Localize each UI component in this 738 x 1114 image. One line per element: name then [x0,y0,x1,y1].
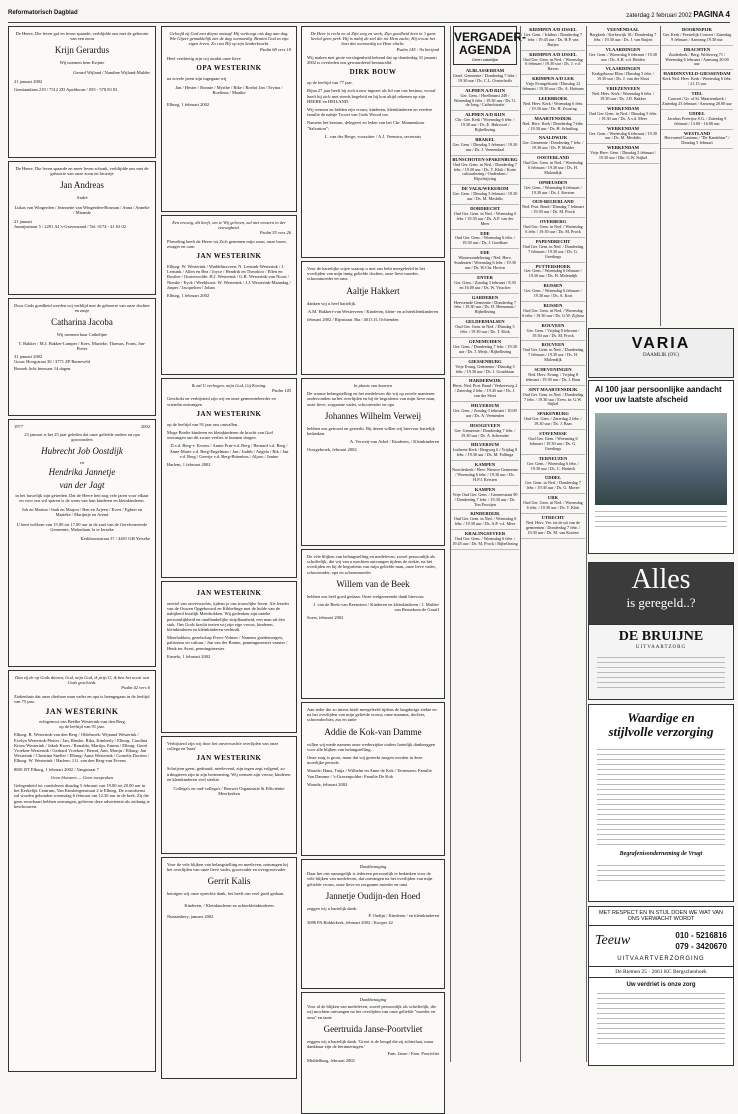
anniversary-announcement: 1977 2002 23 januari is het 25 jaar geleden dat onze geliefde ouders en opa grootouders Hubrecht Job Oostdijk en Hendrika Jannetje van der Jagt in het huwelijk zijn getreden. Dat de Heere hen nog vele jaren voor elkaar en voor ons wil sparen is de wens van hun kinderen en kleinkinderen. Joh en Marina / Inab en Marjon / Ben en Arjeen / Evert / Egbert en Marieke / Marijntje en Arend U bent welkom van 15.00 tot 17.00 uur in de zaal van de Gereformeerde Gemeente, Molenlaan 1a te Ierseke Kerkbooststraat 37 / 4401 GH Yerseke [8,419,156,667]
obituary-jan-westerink-family: Een eeuwig, dit heeft, om te Wij geloven, zal met eeuwen in der eeuwigheid. Psalm 55 vers 26 Plotseling heeft de Heere tot Zich genomen mijn zoon, onze broer, zwager en oom JAN WESTERINK Elburg: W. Westerink / Wadddinxveen: N. Lensink-Westerink / J. Lensink / Allen en Bea / Joyce / Hendrik en Theodoor / Ellen en Rosilee / Oosterwolde: H.J. Westerink / G.B. Westerink-van Noort / Nienke / Eyck / Weekhorst: W. Westerink / J.J. Westerink-Maandag / Jasper / Jacquelien / Johan Elburg, 1 februari 2002 [161,215,297,375]
agenda-entry-details: Oud Ger. Gem. / Woensdag 6 febr. / 19.30 uur / Ds. J. Goedhart [454,235,516,246]
obituary-dirk-bouw: De Heer is recht en al Zijn weg en werk, Zijn goedheid kent in 't gans heelal geen perk. Hij is nabij de ziel die tot Hem zucht; Hij troost het hart dat ootmoedig tot Hem vlucht. Psalm 145 : 9a berijmd Wij maken met grote verslagenheid bekend dat op donderdag 31 januari 2002 is overleden ons gewaardeerd bestuurslid DIRK BOUW op de leeftijd van 77 jaar. Bijna 27 jaar heeft hij zich trouw ingezet als lid van ons bestuur, vooral heeft hij zich met steeds begeleid en hij kon altijd rekenen op zijn HEERE en HEILAND. Wij wensen en bidden zijn vrouw, kinderen, kleinkinderen en verdere familie de nabije Troost van Gods Woord toe. Namens het bestuur, delegeert en leden van het Chr. Mannenkoor "Salvation": L. van der Berge, voorzitter / A.J. Veenstra, secretaris [301,26,445,258]
agenda-entry-details: Oud Ger. Gem. in Ned. / Woensdag 6 februari / 19.30 uur / Ds. J. v.d. Haven [523,56,583,72]
agenda-entry-details: Ger. Gem. / Woensdag 6 februari / 19.30 uur / Ds. M. Mesbilis [589,130,657,141]
agenda-entry-place: KINDERDIJK [470,511,500,517]
agenda-entry-details: Oud Ger. Gem. in Ned. / Donderdag 7 februari / 19.30 uur / Ds. H. Molendijk [522,347,584,363]
agenda-entry-details: Oud Ger. Gem. in Ned. / Donderdag 7 febr. / 19.30 uur / Ds. T. Klok / Korte cultuurlezing / Ouderdom / Rijschrijving [453,161,517,182]
agenda-entry-details: Oud Ger. Gem. in Ned. / Woensdag 6 febr. / 19.30 uur / Ds. A.P. v.d. Meer [453,516,517,527]
agenda-entry [521,238,585,263]
agenda-entry [451,205,519,230]
agenda-entry-place: DRACHTEN [683,46,711,52]
agenda-entry-details: Vrije Herv. Gem. / Dinsdag 5 februari / 19.30 uur / Dhr. G.W. Stijkel [590,150,656,161]
agenda-entry-place: SCHEVENINGEN [534,367,572,373]
agenda-entry-place: KRIMPEN A/D LEK [532,76,574,82]
agenda-entry-place: PAPENDRECHT [535,238,571,244]
agenda-entry-details: Vrije Evangelisatie / Dinsdag 12 februari / 19.30 uur / Ds. A. Hofman [522,81,584,92]
agenda-entry-details: Vrije Evang. Gemeente / Dinsdag 5 febr. / 19.30 uur / Ds. J. Goudriaan [455,363,515,374]
agenda-entry-place: HILVERSUM [471,442,499,448]
agenda-entry-details: Oud Ger. Gem. in Ned. / Dinsdag 5 febr. / 19.30 uur / Ds. A.v.d. Meer [589,110,657,121]
agenda-entry-details: Ger. Gem. / Dinsdag 5 februari / 19.30 uur / Ds. M. Mesbilis [452,191,518,202]
agenda-entry-details: Kerkgebouw Elim / Dinsdag 5 febr. / 19.30 uur / Ds. J. van der Sloot [592,71,654,82]
obituary-opa-westerink: Geloofd zij God met diepst ontzag! Hij verhoogt ons dag aan dag. Wie Gijzer gemakkelijk ziet de dag ootmoedig. Bemint God zo zijn eigen leven. Zo rust Hij op zijn kinderkracht. Psalm 68 vers 10 Heel verdrietig zijn wij omdat onze lieve OPA WESTERINK na zovele jaren zijn ingegaan wij Jan / Hester / Ronnie / Myrthe / Rike / Roelof Jan / Ervina / Roeliena / Maaike Elburg, 1 februari 2002 [161,26,297,212]
agenda-entry-place: MAARTENSDIJK [534,115,572,121]
agenda-entry-details: Oud Ger. Gem. in Ned. / Woensdag 6 febr. / 19.30 uur / Ds. M. Prock [523,224,583,234]
agenda-entry-place: GIESSENBURG [468,358,502,364]
agenda-entry-place: HOOGEVEEN [469,422,501,428]
agenda-entry [521,282,585,302]
agenda-entry-place: GARDEREN [471,294,499,300]
agenda-entry-place: OPHEUSDEN [538,179,568,185]
agenda-entry [451,87,519,112]
teeuw-phone-1: 010 - 5216816 [675,931,727,940]
agenda-entry-details: Ger. Gem. / Woensdag 6 februari / 19.30 uur / Ds. H. Molendijk [524,268,582,279]
agenda-entry-details: Oud Ger. Gem. in Ned. / Woensdag 6 februari / 19.30 uur / Ds. H. Molendijk [523,160,583,175]
agenda-entry-place: UDDEL [544,475,562,481]
agenda-entry [521,179,585,199]
agenda-entry [587,26,659,46]
agenda-entry [521,75,585,95]
agenda-entry [521,455,585,475]
agenda-entry [451,136,519,156]
agenda-entry-place: WERKENDAM [607,125,639,131]
agenda-entry [521,218,585,238]
agenda-entry-details: Oud Ger. Gem. / Zaterdag 2 febr. / 19.30 uur / Ds. J. Baas [524,416,582,427]
agenda-entry [451,111,519,136]
agenda-entry [661,90,733,110]
agenda-entry-details: Oud Ger. Gem. in Ned. / Woensdag 6 febr. / 19.30 uur / Ds. A.P. van der Meer [453,210,517,226]
agenda-entry-place: DE VALK/WEKEROM [461,186,509,192]
birth-announcement-jan-andreas: De Heere, Die leven spaarde en meer leven schonk, verblijdde ons met de geboorte van onze zoon en broertje Jan Andreas André Lukas van Wingerden / Jeannette van Wingerden-Bosman / Anna / Annelie / Mirande 21 januari Jasmijnstraat 5 / 2291 AJ 's-Gravenzand / Tel. 0174 - 41 63 02 [8,161,156,295]
agenda-entry-details: Geref. Gemeente / Donderdag 7 febr. / 19.30 uur / Ds. C.L. Oosterhoffs [452,72,518,83]
agenda-entry [587,85,659,105]
agenda-entry-place: NAALDWIJK [538,135,568,141]
agenda-entry [661,26,733,46]
page-date: zaterdag 2 februari 2002 PAGINA 4 [626,10,730,19]
thanks-geertruida-janse: Dankbetuiging Voor al de blijken van medeleven, zowel persoonlijk als schriftelijk, die wij mochten ontvangen na het overlijden van onze geliefde "moeder en oma" en tante Geertruida Janse-Poortvliet zeggen wij u hartelijk dank. 'Groot is de heugd die zij achterlaat, maar dankbaar zijn de herinneringen.' Fam. Janse / Fam. Poortvliet Middelburg, februari 2002 [301,992,445,1114]
landscape-photo [595,413,727,505]
agenda-entry [521,302,585,322]
agenda-entry [661,130,733,150]
agenda-entry-details: Bergkerk / Kerkewijk 18 / Donderdag 7 febr. / 19.30 uur / Ds. J. van Ruijen [589,31,657,42]
column-2 [161,26,297,1062]
agenda-entry-place: HARDINXVELD-GIESSENDAM [663,71,731,77]
agenda-entry [587,125,659,145]
agenda-entry-place: ALBLASSERDAM [465,68,505,73]
agenda-entry-place: HILVERSUM [471,403,499,409]
agenda-entry-details: Oud Ger. Gem. in Ned. / Woensdag 6 febr. / 19.30 uur / Ds. T. Klok [523,500,583,510]
agenda-entry-place: SPAKENBURG [537,411,569,417]
agenda-entry-place: KAMPEN [474,462,496,468]
thanks-addie-de-kok: Aan ieder die zo intens heeft meegeleefd tijdens de langdurige ziekte en na het overlijden van mijn geliefde vrouw, onze mamma, dochter, schoondochter, zus en tante Addie de Kok-van Damme willen wij mede namens onze wederzijdse ouders hartelijk dankzeggen voor alle blijken van belangstelling. Onze zorg is groot, maar dat wij gesterkt mogen worden in deze moeilijke periode. Waarde: Hans, Tanja / Wilhelm en Anne de Kok / Terneuzen: Familie Van Damme / 's-Gravenpolder: Familie De Kok Waarde, februari 2002 [301,702,445,856]
agenda-entry-details: Ger. Gem. / Ichthus / Donderdag 7 febr. / 19.45 uur / Ds. H.P. van Ruijen [524,31,582,47]
agenda-entry-place: DORDRECHT [470,205,500,211]
alles-geregeld-ad: Alles is geregeld..? [588,562,734,626]
agenda-entry-place: GENEMUIDEN [468,338,502,344]
agenda-entry-place: KAMPEN [474,486,496,492]
agenda-entry-place: KRIMPEN A/D IJSSEL [529,27,577,32]
agenda-entry-place: OOSTERLAND [536,155,570,161]
agenda-entry [451,510,519,530]
agenda-entry [521,430,585,455]
agenda-entry [451,156,519,186]
agenda-entry-details: Ger. Gem. / Woensdag 6 febr. / 19.30 uur / Ds. C. Harinck [527,460,579,471]
agenda-entry-details: Ger. Gemeente / Donderdag 7 febr. / 19.30 uur / Ds. A. Schreuder [454,427,516,438]
agenda-entry-details: Ger. Gem. / Zondag 3 februari / 10.00 uur / Ds. A. Vermeulen [453,407,517,418]
agenda-column-b [520,26,585,1062]
agenda-entry-details: Ger. Gem. / Hoefbrunst 249 / Woensdag 6 febr. / 19.30 uur / Ds. G. de Jong / Cathechisatie [453,92,517,108]
agenda-entry-place: ROUVEEN [541,322,565,328]
obituary-jan-westerink-club: JAN WESTERINK ontviel ons onverwachts, tijdens je ons trouwlijke leven. Als leerder van de Ouwen Opgebouwd en Kibbelinge met de hulde van de nabijheid kwalijk Meerhokken. Wij gedenken zijn unieke persoonlijkheid en onafhankelijke strijdbaarheid, een man uit één stuk. Ons Gods kracht tezien wij zijn eige vrouw, kinderen, kleinkinderen en kleinkinderen verbindt. Meerhokken, gezelschap Frevo-Volmer / Namens goedemorgen, palisterus en cultuur / Jan van der Ronne, penningmeester vaaster / Henk ter Avest, penningmeester Ermelo, 1 februari 2002 [161,581,297,733]
agenda-entry-details: Oud Ger. Gem. in Ned. / Donderdag 7 febr. / 19.30 uur / Eerw. hr. G.W. Stijkel [522,391,584,407]
agenda-entry-place: ROUVEEN [541,342,565,348]
teeuw-ad: MET RESPECT EN IN STIJL DOEN WE WAT VAN ONS VERWACHT WORDT Teeuw 010 - 5216816 079 - 3420670 UITVAARTVERZORGING De Riemen 25 · 2661 KC Bergschenhoek Uw verdriet is onze zorg [588,906,734,1066]
agenda-entry-place: GELDERMALSEN [465,319,505,325]
birth-announcement-catharina: Door Gods goedheid werden wij verblijd met de geboorte van onze dochter en zusje Catharina Jacoba Wij noemen haar Cathelijne T. Bakker / M.J. Bakker-Lamper / Kees, Marieke, Thomas, Frans, Jan-Pieter 31 januari 2002 Gouw Hoogstraat 30 / 3771 ZP Barneveld Bezoek licht bezwaar 14 dagen. [8,298,156,416]
thanks-willem-van-de-beek: De vele blijken van belangstelling en medeleven, zowel persoonlijk als schriftelijk, die wij van u mochten ontvangen tijdens de ziekte, na het overlijden en bij de begrafenis van mijn geliefde man, onze lieve vader, schoonvader, opa en schoonmoeder Willem van de Beek hebben ons heel goed gedaan. Onze welgemeende dank hiervoor. J. van de Beek-van Reenstern / Kinderen en kleinkinderen / J. Mulder van Beusekom de Graaff Soest, februari 2002 [301,549,445,699]
agenda-entry [521,366,585,386]
thanks-aaltje-hakkert: Voor de hartelijke wijze waarop u met ons hebt meegeleefd in het overlijden van mijn innig geliefde dochter, onze lieve moeder, schoonmoeder en oma Aaltje Hakkert danken wij u heel hartelijk. A.M. Hakkert-van Westerveen / Kinderen, klein- en achterkleinkinderen februari 2002 / Rijnstraat 36a / 4013 JL Ochtenden [301,261,445,375]
agenda-entry-details: Ger. Gem. / Zondag 3 februari / 8.30 en 16.00 uur / Ds. W. Visscher [454,279,516,290]
agenda-entry-place: VEENENDAAL [606,27,640,32]
agenda-entry-details: Ger. Gem. in Ned. / Donderdag 7 febr. / 19.30 uur / Ds. G. Moree [525,480,581,491]
agenda-entry-place: TIEL [691,91,703,97]
agenda-entry [587,144,659,164]
agenda-entry [521,386,585,411]
agenda-entry-place: OVERBERG [539,219,567,225]
agenda-entry-details: Hervormd Contrum / "De Kandelaar" / Dinsdag 5 februari [664,135,730,146]
agenda-entry [521,322,585,342]
agenda-entry-details: Oud Ger. Gem. in Ned. / Woensdag 6 febr. / 19.30 uur / Ds. G.W. Zijlstra [522,307,584,318]
agenda-entry-details: Hervormde Gemeente / Donderdag 7 febr. / 19.30 uur / Ds. D. Hermanus / Bijbellezing [453,299,517,315]
bouwen-ad: Al 100 jaar persoonlijke aandacht voor uw laatste afscheid [588,380,734,554]
agenda-entry [451,530,519,550]
masthead [8,8,730,23]
agenda-entry-place: EDE [480,230,490,236]
agenda-column-d [660,26,733,326]
agenda-entry-details: Ger. Gem. / Vrijdag 8 februari / 19.30 uur / Ds. M. Prock [526,327,580,338]
agenda-entry-place: VLAARDINGEN [605,46,641,52]
agenda-entry [521,51,585,76]
agenda-entry-place: PUTTERSHOEK [535,263,571,269]
agenda-entry [661,110,733,130]
agenda-entry-details: Ger. Gemeente / Donderdag 7 febr. / 19.30 uur / Ds. P. Mulder [522,140,584,151]
agenda-entry [451,274,519,294]
agenda-entry-details: Ger. Gem. / Dinsdag 5 februari / 19.30 uur / Ds. J. Veenendaal [452,141,518,152]
agenda-entry [521,341,585,366]
thanks-gerrit-kalis: Voor de vele blijken van belangstelling en meeleven, ontvangen bij het overlijden van onze lieve vader, grootvader en overgrootvader Gerrit Kalis betuigen wij onze oprechte dank, het heeft ons veel goed gedaan. Kinderen, / Kleinkinderen en achterkleinkinderen Nunsanbery, januari 2002 [161,857,297,1079]
agenda-entry-place: URK [547,495,559,501]
agenda-entry-details: Lutherse Kerk / Bergweg 6 / Vrijdag 8 febr. / 19.30 uur / Ds. M. Fallinga [452,447,518,458]
agenda-entry [451,402,519,422]
birth-announcement-krijn: De Heere, Die leven gaf en leven spaarde, verblijdde ons met de geboorte van een zoon Krijn Gerardus Wij noemen hem Krijnie Gerard Wijland / Nandine Wijland-Mulder 21 januari 2002 Gentiaanlaan 219 / 7312 ZD Apeldoorn / 055 - 578 83 03 [8,26,156,158]
agenda-entry [451,461,519,486]
agenda-entry [521,198,585,218]
agenda-entry-place: LEERBROEK [538,95,568,101]
column-1 [8,26,156,1062]
agenda-entry-place: BUNSCHOTEN-SPAKENBURG [452,156,518,162]
agenda-entry [521,26,585,51]
agenda-entry [451,249,519,274]
obituary-jan-westerink-colleagues: Verbijsterd zijn wij door het onverwachte overlijden van onze collega en 'baas' JAN WESTERINK Schrijven geest, gedraaid, meelevend, zijn tegen zegt volgend, zo tribugieren zijn in zijn herinnering. Wij wensen zijn vrouw, kinderen en kleinkinderen veel sterkte. Collega's en oud-collega's / Bouwer Organisatie & Efficiëntie Meerkerken [161,736,297,854]
birth-name: Krijn Gerardus [54,45,110,56]
agenda-entry-place: DOORNSPIJK [681,27,713,32]
obituary-jan-westerink: Dan zij de op Gods dienen, God, mijn God, ik prijs U, ik ben het nooit wat Gods geschiedt. Psalm 42 vers 6 Ziekenhuis dat onze dierbare man vader en opa is heengegaan in de leeftijd van 75 jaar. JAN WESTERINK echtgenoot van Beelke Westerink-van den Berg op de leeftijd van 91 jaar. Elburg: B. Westerink-van den Berg / Oldebroek: Wijnand Westerink / Evelyn Westerink-Pleiter / Jan, Rinske, Rika, Kimberly / Elburg: Carolina Kroes-Westerink / Jakob Kroes / Ronaldo, Martijn, Emma / Elburg: Gerrit Vroeken-Westerink / Gerhard Vroeken / Bernd, Ann, Marijn / Elburg: Jan Westerink / Christina Sneller / Elburg: Anna Westerink / Cornelis Dorrien / Elburg: W. Westerink / Harlem: J.G. van den Berg-van Ervens 8081 BT Elburg, 1 februari 2002 / Vangstraat 7 Geen bloemen — Geen toespraken Gelegenheid tot condoleren dinsdag 5 februari van 19.00 tot 20.00 uur in het Kerkelijk Centrum, Van Kinsbergenstraat 2 te Elburg. De rouwdienst zal worden gehouden woensdag 6 februari om 12.30 uur in de kerk. Zij die geen rouwkaart hebben ontvangen, gelieven deze advertentie als zodanig te beschouwen. [8,670,156,1072]
agenda-entry [451,318,519,338]
agenda-entry [521,263,585,283]
agenda-entry-details: Oud Ger. Gem. in Ned. / Dinsdag 5 febr. / 19.30 uur / Ds. T. Klok [455,324,515,335]
agenda-entry [521,494,585,514]
agenda-entry-details: Zuiderkerk / Berg. Wolteweg 71 / Woensdag 6 februari / Aanvang 20.00 uur [665,51,729,67]
agenda-entry-place: OUD-BEIJERLAND [532,199,574,205]
teeuw-phone-2: 079 - 3420670 [675,942,727,951]
agenda-entry-place: WESTLAND [683,130,711,136]
agenda-entry-place: BRAKEL [475,136,495,142]
varia-banner: VARIA DAAMLIK (OV.) [588,328,734,378]
agenda-entry-details: Ned. Herv. Kerk / Donderdag 7 febr. / 19.30 uur / Ds. H. Schuiling [522,120,584,131]
newspaper-name: Reformatorisch Dagblad [8,10,78,16]
agenda-entry [451,67,519,87]
thanks-jannetje-oudijn: Dankbetuiging Daar het ons onmogelijk is iedereen persoonlijk te bedanken voor de vele blijken van medeleven, dat ontvangen na het overlijden van mijn geliefde vrouw, onze lieve en zorgzame moeder en oma Jannetje Oudijn-den Hoed zeggen wij u hartelijk dank. P. Oudijn / Kinderen / en kleinkinderen 3086 PA Ridderkerk, februari 2002 / Kooper 42 [301,859,445,989]
agenda-entry [521,474,585,494]
agenda-entry-details: Ned. Herv. Kerk / Woensdag 6 febr. / 19.30 uur / Ds. H. Zwaring [523,100,583,111]
agenda-entry-place: TERNEUZEN [538,455,568,461]
agenda-entry-place: RIJSSEN [543,302,563,308]
agenda-entry [521,514,585,539]
agenda-entry-place: WERKENDAM [607,145,639,151]
agenda-entry-details: Ger. Gem. / Woensdag 6 februari / 19.30 uur / Ds. A.B. v.d. Heiden [589,51,657,62]
agenda-entry-details: Concert / Gr. of St. Maartenskerk / Zaterdag 23 februari / Aanvang 20.00 uur [662,95,732,106]
agenda-entry-details: Ned. Herv. Ver. tot de uit van de gemeenten / Donderdag 7 febr. / 19.30 uur / Ds. M. van Kooten [526,519,580,535]
agenda-entry [451,230,519,250]
agenda-entry [451,422,519,442]
agenda-entry-place: KRALINGSEVEER [464,531,506,537]
column-3 [301,26,445,1062]
agenda-entry-details: Ger. Kerk / Feestelijk Concert / Zaterdag 9 februari / Aanvang 19.30 uur [662,31,732,42]
agenda-entry [521,154,585,179]
agenda-entry-details: Ger. Gem. / Woensdag 6 februari / 19.30 uur / Ds. J. Kersten [524,184,582,195]
agenda-title: VERGADER-AGENDA Geen zakelijke [453,26,517,65]
agenda-entry-place: SINT MAARTENSDIJK [528,386,578,392]
agenda-entry [661,70,733,90]
de-vrugt-ad: Waardige en stijlvolle verzorging Begrafenisonderneming de Vrugt [588,704,734,902]
agenda-entry-details: Ned. Prot. Bond / Dinsdag 7 februari / 19.30 uur / Ds. M. Prock [522,204,584,215]
agenda-entry [587,65,659,85]
thanks-johannes-verweij: In plaats van kaarten De warme belangstelling en het medeleven die wij op zovele manieren ondervonden na het overlijden en bij de begrafenis van mijn lieve man, onze lieve, zorgzame vader, schoonvader en opa Johannes Wilhelm Verweij hebben ons getroost en gesterkt. Bij dezen willen wij hiervoor hartelijk bedanken. A. Verweij-van Arkel / Kinderen, / Kleinkinderen Oostgebroek, februari 2002 [301,378,445,546]
agenda-entry-place: KRIMPEN A/D IJSSEL [529,51,577,57]
agenda-entry-details: Ger. Gem. / Woensdag 6 februari / 19.30 uur / Ds. A. Kort [524,288,582,299]
agenda-entry [451,358,519,378]
agenda-entry-place: STAVENISSE [539,431,567,437]
agenda-entry-details: Jacobus Freerijse S.G. / Zaterdag 9 februari / 13.00 - 16.00 uur [667,115,727,126]
agenda-entry [521,410,585,430]
agenda-entry [521,95,585,115]
agenda-entry-details: Ned. Herv. Kerk / Woensdag 6 febr. / 19.30 uur / Ds. J.D. Bakker [591,91,655,101]
agenda-entry-details: Herst. Ned. Prot. Bond / Verkeerweg 2 / Zaterdag 2 febr. / 19.45 uur / Ds. J. van der Sloot [452,383,518,399]
teeuw-logo: Teeuw [595,933,631,948]
agenda-entry [587,46,659,66]
agenda-entry-place: WERKENDAM [607,105,639,111]
agenda-entry [451,377,519,402]
agenda-entry [587,105,659,125]
agenda-entry-place: ALPHEN A/D RIJN [465,112,505,118]
agenda-entry-place: ENTER [477,274,493,280]
agenda-entry-details: Oud Ger. Gem. / Woensdag 6 februari / 19.30 uur / Ds. G. Geerlings [528,436,578,451]
agenda-entry-place: ALPHEN A/D RIJN [465,87,505,93]
agenda-entry-place: VLAARDINGEN [605,66,641,72]
agenda-entry-place: VRIEZENVEEN [606,86,640,92]
agenda-entry-details: Vrije Oud Ger. Gem. / Groenestraat 90 / Donderdag 7 febr. / 19.30 uur / Ds. Ton Prooijen [452,491,518,507]
agenda-entry-details: Ger. Gem. / Donderdag 7 febr. / 19.30 uur / Ds. J. Meijs / Bijbellezing [453,343,517,354]
agenda-entry-details: Noorderkerk / Herv. Nieuwe Gemeente / Woensdag 6 febr. / 19.30 uur / Ds. H.P.J. Kersten [452,467,518,482]
agenda-entry [451,441,519,461]
agenda-entry-place: RIJSSEN [543,283,563,289]
agenda-entry-place: EDE [480,250,490,256]
agenda-entry-details: Kerk Ned. Herv. Kerk / Woensdag 6 febr. / 21.15 uur [662,76,732,87]
agenda-column-a [450,26,527,1062]
agenda-entry-details: Oud Ger. Gem. / Woensdag 6 febr. / 19.45 uur / Ds. M. Prock / Bijbellezing [452,536,518,546]
agenda-entry [451,486,519,511]
de-bruijne-ad: DE BRUIJNE UITVAARTZORG [588,624,734,700]
agenda-entry [451,338,519,358]
agenda-entry-details: Oud Ger. Gem. in Ned. / Donderdag 7 februari / 19.30 uur / Ds. G. Geerlings [522,243,584,259]
agenda-entry [661,46,733,71]
agenda-entry-place: HARDERWIJK [469,378,501,384]
agenda-entry [521,115,585,135]
agenda-entry [451,185,519,205]
agenda-entry-details: Chr. Ger. Kerk / Woensdag 6 febr. / 19.30 uur / Ds. E. Hakvoort / Bijbellezing [455,117,515,133]
agenda-entry-place: UTRECHT [541,514,565,520]
agenda-entry [521,134,585,154]
agenda-entry [451,294,519,319]
agenda-entry-details: Winterzondelezing / Ned. Herv. Studenten / Woensdag 6 febr. / 19.30 uur / Ds. W.Chr. Hovius [454,255,516,270]
obituary-jan-westerink-berg: Ik zal U verhogen, mijn God, Gij Koning. Psalm 145 Geschokt en verbijsterd zijn wij en onze gemeenteleerder en vriendin ontvangen JAN WESTERINK op de leeftijd van 91 jaar ons ontvallen. Moge Boelie kinderen en kleinkinderen de kracht van God ontvangen om dit zware verlies te kunnen dragen. D.v.d. Berg-v. Ervens / Annie Prin-v.d. Berg / Bernard v.d. Berg / Anne-Marie v.d. Berg-Engelman / Jan / Judith / Angela / Rik / Jan v.d. Berg / Geertje v.d. Berg-Bittenbos / Aljaro / Janine Harlem, 1 februari 2002 [161,378,297,578]
agenda-entry-details: Ned. Herv. Evang. / Vrijdag 8 februari / 19.30 uur / Ds. J. Baas [525,371,581,382]
agenda-entry-place: UDDEL [688,110,706,116]
